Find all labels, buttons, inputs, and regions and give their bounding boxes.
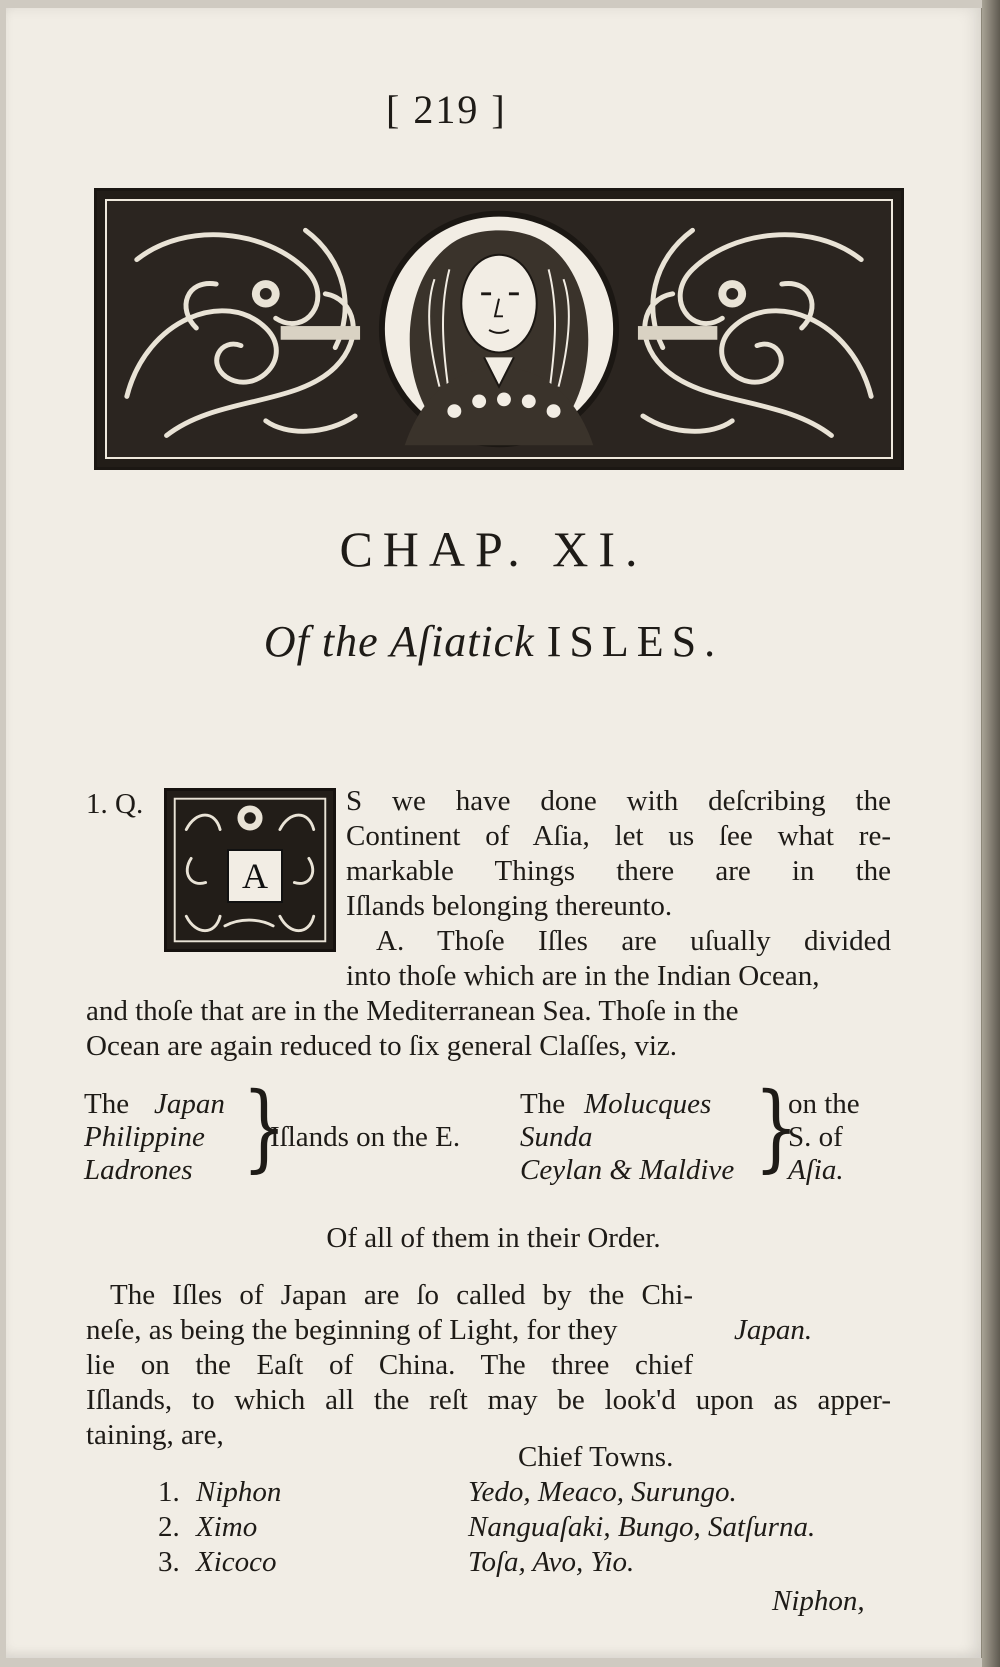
answer-line-1: A. Thoſe Iſles are uſually divided (376, 925, 891, 957)
woodcut-headpiece (94, 188, 904, 470)
south-item-ceylan: Ceylan & Maldive (520, 1154, 735, 1186)
japan-line-4: Iſlands, to which all the reſt may be look'd upon as apper- (86, 1384, 891, 1416)
east-caption: Iſlands on the E. (270, 1121, 461, 1153)
island-3-towns: Toſa, Avo, Yio. (468, 1546, 635, 1578)
south-item-molucques: Molucques (584, 1088, 712, 1120)
ornamental-initial (164, 788, 336, 952)
japan-line-2: neſe, as being the beginning of Light, for they (86, 1314, 618, 1346)
answer-line-2: into thoſe which are in the Indian Ocean, (346, 960, 820, 992)
margin-note-japan: Japan. (734, 1314, 813, 1346)
answer-line-3: and thoſe that are in the Mediterranean Sea. Thoſe in the (86, 995, 739, 1027)
chapter-subtitle (6, 616, 981, 667)
south-item-sunda: Sunda (520, 1121, 593, 1153)
answer-line-4: Ocean are again reduced to ſix general Claſſes, viz. (86, 1030, 678, 1062)
catchword: Niphon, (772, 1585, 865, 1617)
intro-line-1: S we have done with deſcribing the (346, 785, 891, 817)
south-label: The (520, 1088, 566, 1120)
japan-line-1: The Iſles of Japan are ſo called by the Chi- (110, 1279, 693, 1311)
subtitle-prefix: Of the (263, 617, 390, 666)
page-number: [ 219 ] (386, 87, 507, 132)
book-edge (982, 0, 1000, 1667)
intro-line-4: Iſlands belonging thereunto. (346, 890, 673, 922)
intro-line-2: Continent of Aſia, let us ſee what re- (346, 820, 891, 852)
book-page (6, 8, 984, 1658)
east-brace: } (242, 1071, 287, 1183)
initial-letter: A (227, 849, 283, 903)
island-1-name: Niphon (196, 1476, 282, 1508)
question-number: 1. Q. (86, 788, 144, 820)
island-2-number: 2. (158, 1511, 180, 1543)
chapter-title: CHAP. XI. (339, 521, 648, 577)
island-3-name: Xicoco (196, 1546, 277, 1578)
chief-towns-header: Chief Towns. (518, 1441, 674, 1473)
south-brace: } (754, 1071, 799, 1183)
south-caption-1: on the (788, 1088, 860, 1120)
island-3-number: 3. (158, 1546, 180, 1578)
east-item-philippine: Philippine (84, 1121, 205, 1153)
ornament-scrolls-image (107, 201, 891, 457)
island-2-name: Ximo (196, 1511, 258, 1543)
section-heading: Of all of them in their Order. (326, 1222, 661, 1254)
east-item-japan: Japan (154, 1088, 225, 1120)
east-item-ladrones: Ladrones (84, 1154, 193, 1186)
subtitle-caps: ISLES. (546, 617, 724, 666)
east-label: The (84, 1088, 130, 1120)
south-caption-3: Aſia. (788, 1154, 844, 1186)
subtitle-italic-word: Aſiatick (389, 617, 535, 666)
intro-line-3: markable Things there are in the (346, 855, 891, 887)
island-1-number: 1. (158, 1476, 180, 1508)
japan-line-5: taining, are, (86, 1419, 224, 1451)
island-2-towns: Nanguaſaki, Bungo, Satſurna. (468, 1511, 816, 1543)
japan-line-3: lie on the Eaſt of China. The three chief (86, 1349, 693, 1381)
south-caption-2: S. of (788, 1121, 843, 1153)
island-1-towns: Yedo, Meaco, Surungo. (468, 1476, 737, 1508)
